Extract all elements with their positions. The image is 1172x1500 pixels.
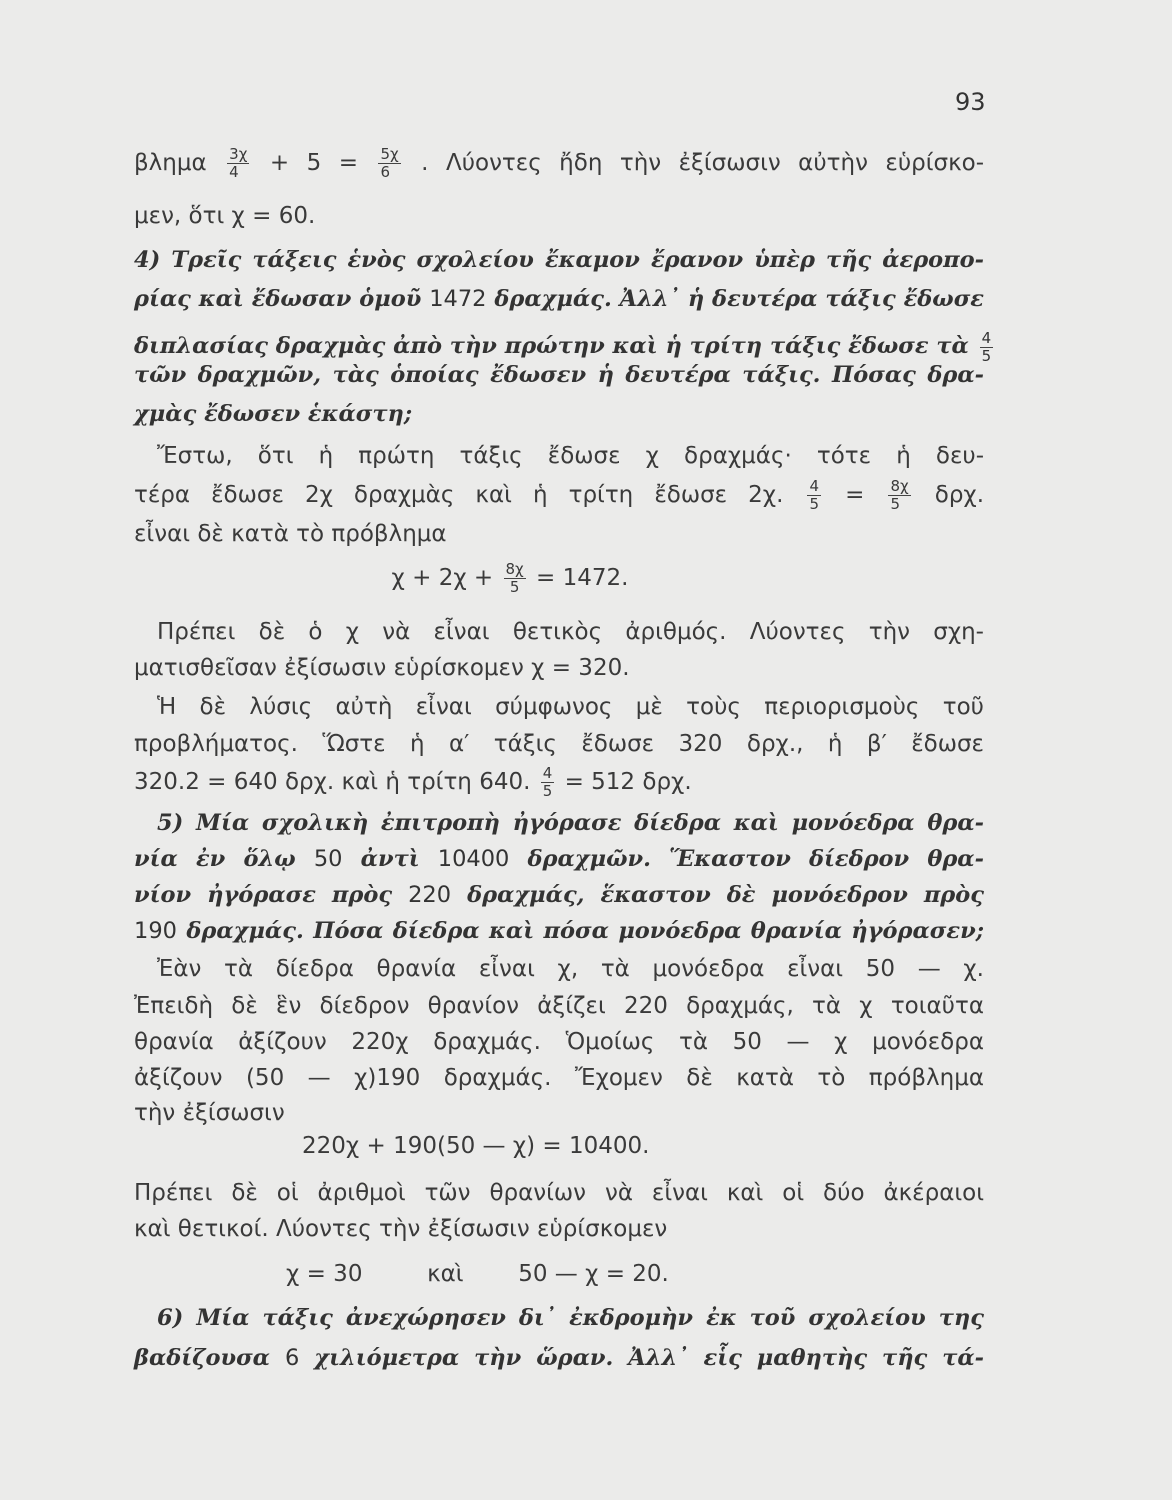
numerator: 4 [809,477,820,495]
numerator: 8χ [890,477,909,495]
text-line-22: Ἐπειδὴ δὲ ἓν δίεδρον θρανίον ἀξίζει 220 δραχμάς, τὰ χ τοιαῦτα [134,993,984,1019]
text-line-9 [134,477,984,513]
text: δραχμάς. Ἀλλ᾽ ἡ δευτέρα τάξις ἔδωσε [494,286,984,312]
denominator: 5 [890,495,901,513]
denominator: 5 [981,346,992,365]
problem-6-line-2 [134,1340,984,1376]
problem-4-line-1 [134,242,984,278]
text: = 1472. [536,565,629,591]
number: 50 [313,846,343,872]
number: 190 [134,918,177,944]
text-line-16 [134,764,984,800]
text: ἀντὶ [360,846,420,872]
text: καὶ [427,1261,464,1287]
numerator: 4 [981,328,992,347]
text: διπλασίας δραχμὰς ἀπὸ τὴν πρώτην καὶ ἡ τρίτη τάξις ἔδωσε τὰ [134,333,969,359]
text: βαδίζουσα [134,1345,270,1371]
problem-5-line-3 [134,877,984,913]
number: 220 [408,882,452,908]
equation-2: 220χ + 190(50 — χ) = 10400. [302,1133,650,1159]
page-number: 93 [955,88,986,116]
denominator: 5 [542,782,553,800]
numerator: 5χ [380,145,399,163]
text-line-23: θρανία ἀξίζουν 220χ δραχμάς. Ὁμοίως τὰ 50 — χ μονόεδρα [134,1029,984,1055]
denominator: 4 [229,163,239,181]
problem-4-line-4: τῶν δραχμῶν, τὰς ὁποίας ἔδωσεν ἡ δευτέρα τάξις. Πόσας δρα- [134,362,984,388]
text: δρχ. [934,482,985,508]
text-line-2: μεν, ὅτι χ = 60. [134,203,316,229]
text-line-15: προβλήματος. Ὥστε ἡ α′ τάξις ἔδωσε 320 δρχ., ἡ β′ ἔδωσε [134,731,984,757]
text: . Λύοντες ἤδη τὴν ἐξίσωσιν αὐτὴν εὑρίσκο- [421,150,985,176]
problem-5-line-1: 5) Μία σχολικὴ ἐπιτροπὴ ἠγόρασε δίεδρα καὶ μονόεδρα θρα- [157,810,984,836]
text: δραχμῶν. Ἕκαστον δίεδρον θρα- [527,846,984,872]
numerator: 3χ [229,145,248,163]
problem-6-line-1: 6) Μία τάξις ἀνεχώρησεν δι᾽ ἐκδρομὴν ἐκ τοῦ σχολείου της [157,1305,984,1331]
denominator: 5 [809,495,820,513]
fraction [888,478,910,513]
fraction [378,146,400,181]
text-line-12: Πρέπει δὲ ὁ χ νὰ εἶναι θετικὸς ἀριθμός. Λύοντες τὴν σχη- [157,619,984,645]
text-line-24: ἀξίζουν (50 — χ)190 δραχμάς. Ἔχομεν δὲ κατὰ τὸ πρόβλημα [134,1065,984,1091]
text-line-28: καὶ θετικοί. Λύοντες τὴν ἐξίσωσιν εὑρίσκομεν [134,1216,668,1242]
fraction [227,146,249,181]
text-line-10: εἶναι δὲ κατὰ τὸ πρόβλημα [134,521,447,547]
fraction [504,561,526,596]
text: βλημα [134,150,207,176]
text: χιλιόμετρα τὴν ὥραν. Ἀλλ᾽ εἷς μαθητὴς τῆς τά- [314,1345,984,1371]
text: + 5 = [269,150,358,176]
number: 1472 [429,286,487,312]
number: 6 [284,1345,300,1371]
fraction [807,478,821,513]
text: δραχμάς. Πόσα δίεδρα καὶ πόσα μονόεδρα θρανία ἠγόρασεν; [186,918,984,944]
text-line-13: ματισθεῖσαν ἐξίσωσιν εὑρίσκομεν χ = 320. [134,655,630,681]
text: ρίας καὶ ἔδωσαν ὁμοῦ [134,286,422,312]
fraction [541,765,555,800]
denominator: 6 [380,163,391,181]
numerator: 8χ [505,560,524,578]
problem-4-line-5: χμὰς ἔδωσεν ἑκάστη; [134,401,413,427]
text: δραχμάς, ἕκαστον δὲ μονόεδρον πρὸς [467,882,984,908]
text-line-1 [134,145,984,181]
text: = 512 δρχ. [564,769,692,795]
text: νία ἐν ὅλῳ [134,846,296,872]
text: 320.2 = 640 δρχ. καὶ ἡ τρίτη 640. [134,769,531,795]
problem-5-line-2 [134,841,984,877]
problem-4-line-2 [134,281,984,317]
equation-1 [300,560,720,596]
text-line-8: Ἔστω, ὅτι ἡ πρώτη τάξις ἔδωσε χ δραχμάς· τότε ἡ δευ- [157,443,984,469]
numerator: 4 [542,764,553,782]
denominator: 5 [509,578,520,596]
text: νίον ἠγόρασε πρὸς [134,882,393,908]
text-line-14: Ἡ δὲ λύσις αὐτὴ εἶναι σύμφωνος μὲ τοὺς περιορισμοὺς τοῦ [157,694,984,720]
problem-5-line-4 [134,913,984,949]
text-line-21: Ἐὰν τὰ δίεδρα θρανία εἶναι χ, τὰ μονόεδρα εἶναι 50 — χ. [157,956,984,982]
text: τέρα ἔδωσε 2χ δραχμὰς καὶ ἡ τρίτη ἔδωσε 2χ. [134,482,784,508]
text: 4) Τρεῖς τάξεις ἑνὸς σχολείου ἔκαμον ἔρανον ὑπὲρ τῆς ἀεροπο- [134,247,984,273]
text: = [845,482,865,508]
text-line-25: τὴν ἐξίσωσιν [134,1100,285,1126]
text: χ = 30 [286,1261,363,1287]
number: 10400 [437,846,510,872]
equation-3 [286,1256,786,1292]
text: 50 — χ = 20. [518,1261,669,1287]
text: χ + 2χ + [391,565,494,591]
text-line-27: Πρέπει δὲ οἱ ἀριθμοὶ τῶν θρανίων νὰ εἶναι καὶ οἱ δύο ἀκέραιοι [134,1180,984,1206]
